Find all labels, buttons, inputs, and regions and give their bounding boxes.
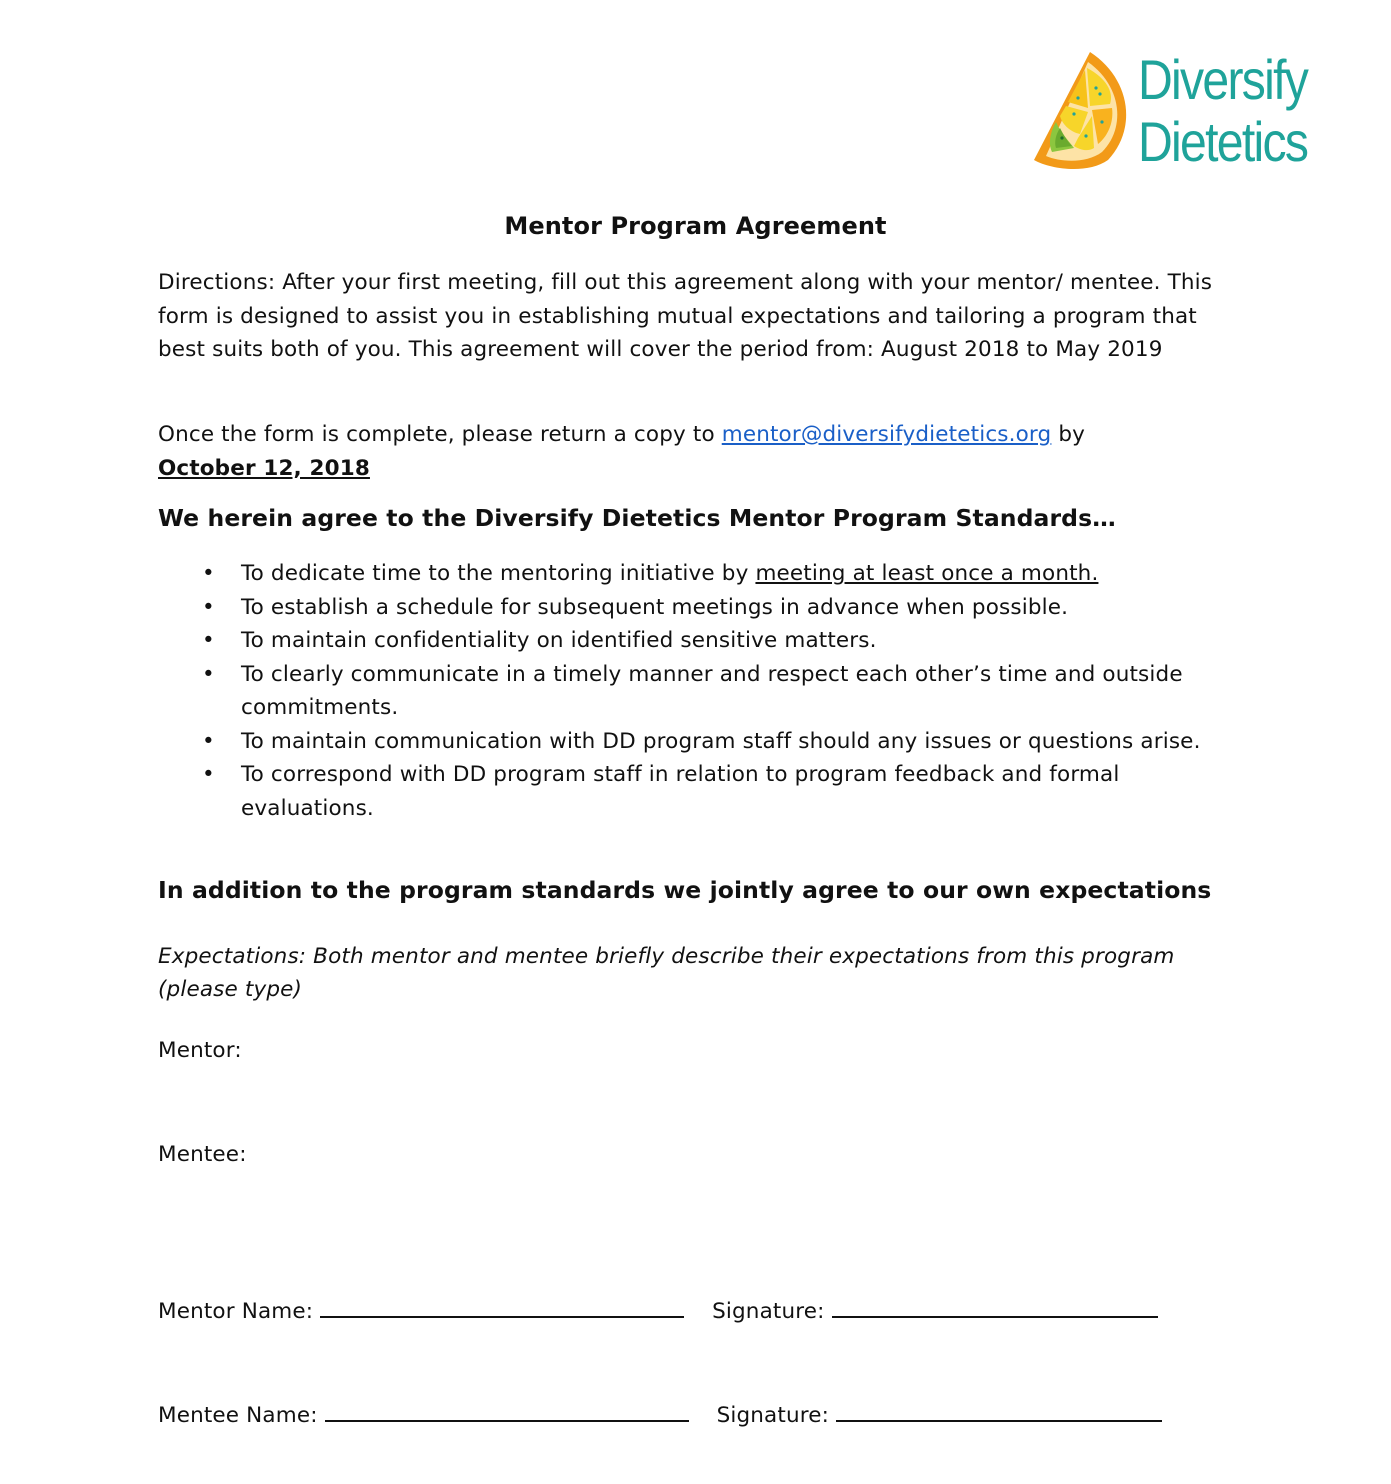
expectations-instructions: Expectations: Both mentor and mentee briefly describe their expectations from this program (please type) <box>158 944 1175 1002</box>
standard-text: To clearly communicate in a timely manner and respect each other’s time and outside commitments. <box>241 661 1183 720</box>
standard-text: To establish a schedule for subsequent meetings in advance when possible. <box>241 594 1069 620</box>
standard-text: To maintain communication with DD program staff should any issues or questions arise. <box>241 728 1201 754</box>
mentee-name-line[interactable] <box>325 1400 689 1422</box>
standards-heading: We herein agree to the Diversify Dietetics Mentor Program Standards… <box>158 504 1116 532</box>
logo-wordmark <box>1138 48 1308 176</box>
mentee-name-label: Mentee Name: <box>158 1403 318 1428</box>
return-suffix: by <box>1051 422 1085 447</box>
list-item <box>158 624 1248 658</box>
bullet: • <box>202 762 215 787</box>
return-instructions <box>158 418 1238 485</box>
bullet: • <box>202 561 215 586</box>
citrus-slice-icon <box>1030 48 1140 172</box>
list-item <box>158 591 1248 625</box>
mentor-name-label: Mentor Name: <box>158 1299 314 1324</box>
bullet: • <box>202 628 215 653</box>
standard-text: To maintain confidentiality on identified sensitive matters. <box>241 628 877 653</box>
standard-text: To dedicate time to the mentoring initiative by <box>241 561 756 586</box>
bullet: • <box>202 728 215 754</box>
own-expectations-heading: In addition to the program standards we jointly agree to our own expectations <box>158 876 1212 904</box>
standards-list <box>158 557 1248 825</box>
bullet: • <box>202 661 215 687</box>
mentor-name-line[interactable] <box>320 1296 684 1318</box>
bullet: • <box>202 594 215 620</box>
page-title: Mentor Program Agreement <box>504 212 887 240</box>
return-prefix: Once the form is complete, please return a copy to <box>158 422 722 447</box>
list-item <box>158 557 1248 591</box>
list-item <box>158 725 1248 759</box>
mentee-signature-line[interactable] <box>836 1400 1162 1422</box>
directions-paragraph: Directions: After your first meeting, fill out this agreement along with your mentor/ mentee. This form is designed to assist you in establishing mutual expectations and tailoring a program that best suits both of you. This agreement will cover the period from: August 2018 to May 2019 <box>158 270 1213 362</box>
deadline-date: October 12, 2018 <box>158 455 370 481</box>
mentor-signature-line[interactable] <box>832 1296 1158 1318</box>
mentor-signature-label: Signature: <box>712 1299 825 1324</box>
list-item <box>158 758 1248 825</box>
standard-text: To correspond with DD program staff in relation to program feedback and formal evaluations. <box>241 762 1120 821</box>
standard-emphasis: meeting at least once a month. <box>755 561 1099 586</box>
mentee-signature-label: Signature: <box>716 1403 830 1428</box>
mentee-signature-row <box>158 1400 1162 1428</box>
list-item <box>158 658 1248 725</box>
mentor-signature-row <box>158 1296 1158 1324</box>
logo-line-1: Diversify <box>1138 48 1308 111</box>
mentor-email-link[interactable]: mentor@diversifydietetics.org <box>721 422 1052 447</box>
mentor-expectations-field[interactable]: Mentor: <box>158 1038 242 1063</box>
logo-line-2: Dietetics <box>1138 110 1308 173</box>
mentee-expectations-field[interactable]: Mentee: <box>158 1142 247 1167</box>
diversify-dietetics-logo <box>1030 44 1350 174</box>
